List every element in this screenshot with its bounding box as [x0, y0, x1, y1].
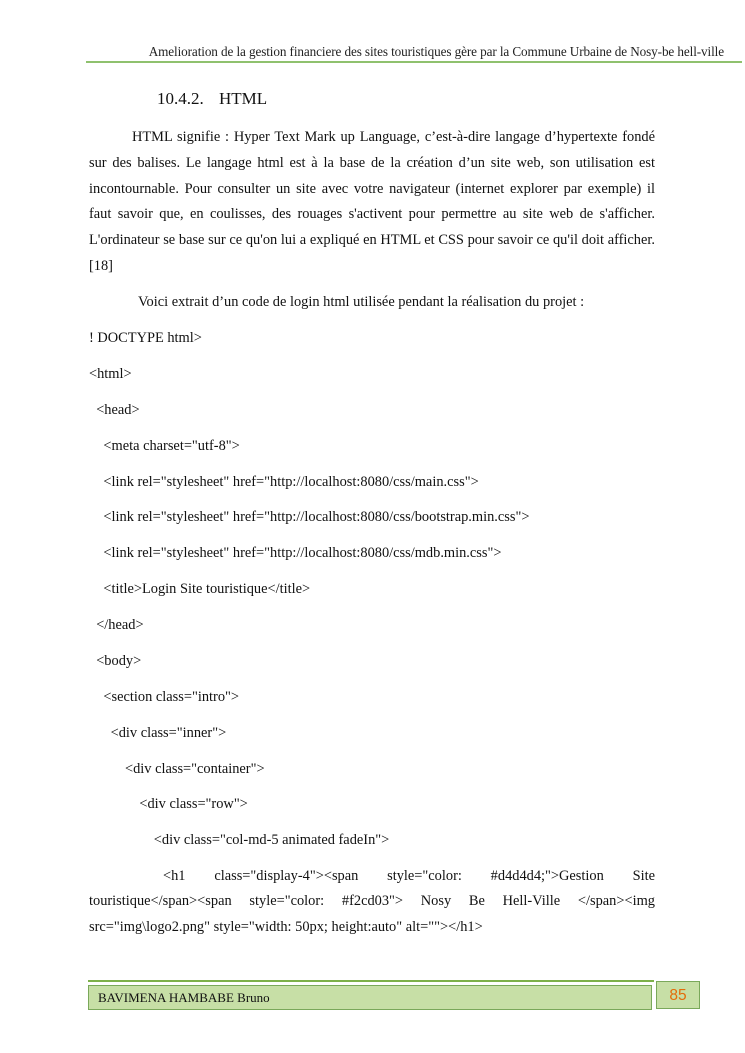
code-line: </head> — [89, 617, 144, 633]
code-line: <meta charset="utf-8"> — [89, 438, 240, 454]
page-number: 85 — [656, 981, 700, 1009]
code-line: <div class="container"> — [89, 761, 265, 777]
code-line: <div class="row"> — [89, 796, 248, 812]
code-line: <link rel="stylesheet" href="http://localhost:8080/css/main.css"> — [89, 474, 479, 490]
header-divider — [86, 61, 742, 63]
code-line: <section class="intro"> — [89, 689, 239, 705]
code-line: <link rel="stylesheet" href="http://localhost:8080/css/bootstrap.min.css"> — [89, 509, 530, 525]
footer-divider — [88, 980, 654, 982]
section-number: 10.4.2. — [157, 89, 204, 108]
code-line: <html> — [89, 366, 132, 382]
footer-author-bar — [88, 985, 652, 1010]
code-line: ! DOCTYPE html> — [89, 330, 202, 346]
paragraph-code-intro: Voici extrait d’un code de login html utilisée pendant la réalisation du projet : — [138, 294, 585, 310]
section-title: HTML — [219, 89, 268, 108]
code-line: <link rel="stylesheet" href="http://localhost:8080/css/mdb.min.css"> — [89, 545, 502, 561]
section-heading — [157, 89, 267, 109]
code-line: <div class="col-md-5 animated fadeIn"> — [89, 832, 390, 848]
code-line: <title>Login Site touristique</title> — [89, 581, 311, 597]
code-line-h1: <h1 class="display-4"><span style="color: #d4d4d4;">Gestion Site touristique</span><span style="color: #f2cd03"> Nosy Be Hell-Ville </span><img src="img\logo2.png" style="width: 50px; height:auto" alt=""></h1> — [89, 868, 655, 935]
code-line: <div class="inner"> — [89, 725, 227, 741]
code-line: <body> — [89, 653, 142, 669]
code-line: <head> — [89, 402, 140, 418]
paragraph-html-definition: HTML signifie : Hyper Text Mark up Language, c’est-à-dire langage d’hypertexte fondé sur des balises. Le langage html est à la base de la création d’un site web, son utilisation est incontournable. Pour consulter un site avec votre navigateur (internet explorer par exemple) il faut savoir que, en coulisses, des rouages s'activent pour permettre au site web de s'afficher. L'ordinateur se base sur ce qu'on lui a expliqué en HTML et CSS pour savoir ce qu'il doit afficher. [18] — [89, 129, 655, 274]
running-header: Amelioration de la gestion financiere des sites touristiques gère par la Commune Urbaine de Nosy-be hell-ville — [148, 44, 724, 59]
footer-author: BAVIMENA HAMBABE Bruno — [98, 990, 270, 1005]
